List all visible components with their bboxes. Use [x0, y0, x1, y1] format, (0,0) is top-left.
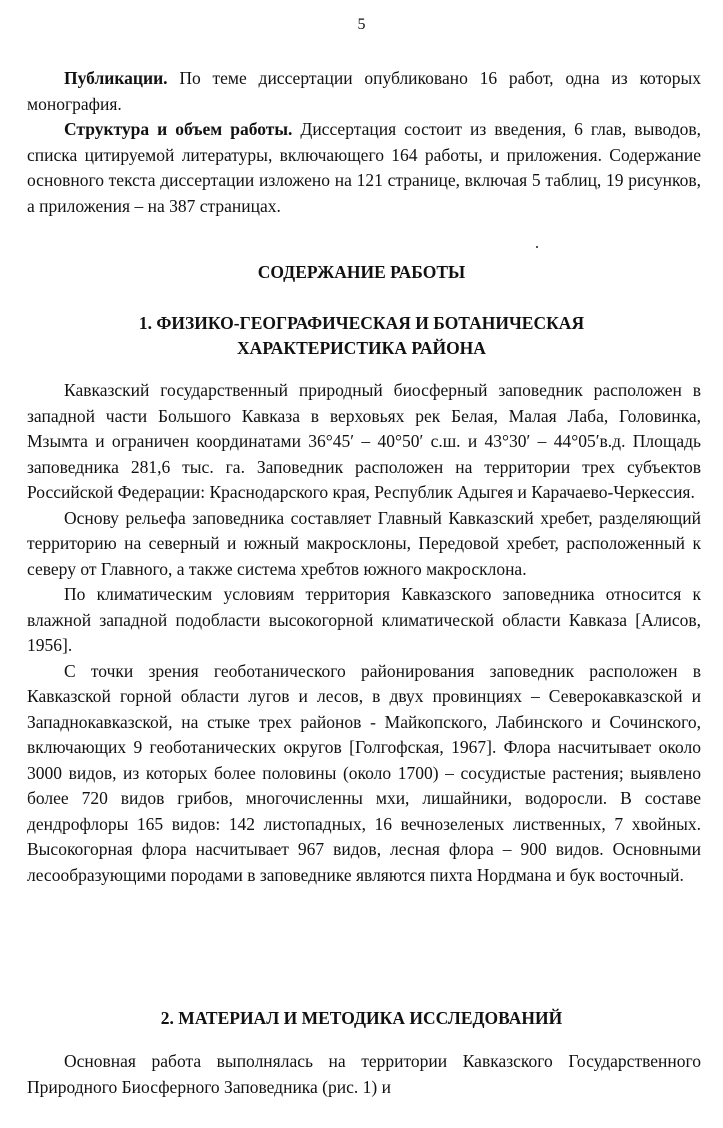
- intro-block: [27, 66, 701, 219]
- section1-title-line1: 1. ФИЗИКО-ГЕОГРАФИЧЕСКАЯ И БОТАНИЧЕСКАЯ: [138, 313, 585, 333]
- section2-paragraph: Основная работа выполнялась на территории Кавказского Государственного Природного Биосферного Заповедника (рис. 1) и: [27, 1051, 701, 1097]
- section2-title: 2. МАТЕРИАЛ И МЕТОДИКА ИССЛЕДОВАНИЙ: [160, 1008, 563, 1028]
- publications-text: По теме диссертации опубликовано 16 работ, одна из которых монография.: [27, 68, 701, 114]
- section2-body: [27, 1049, 701, 1100]
- structure-paragraph: [27, 117, 701, 219]
- section1-paragraph-flora: С точки зрения геоботанического районирования заповедник расположен в Кавказской горной области лугов и лесов, в двух провинциях – Северокавказской и Западнокавказской, на стыке трех районов - Майкопского, Лабинского и Сочинского, включающих 9 геоботанических округов [Голгофская, 1967]. Флора насчитывает около 3000 видов, из которых более половины (около 1700) – сосудистые растения; выявлено более 720 видов грибов, многочисленны мхи, лишайники, водоросли. В составе дендрофлоры 165 видов: 142 листопадных, 16 вечнозеленых лиственных, 7 хвойных. Высокогорная флора насчитывает 967 видов, лесная флора – 900 видов. Основными лесообразующими породами в заповеднике являются пихта Нордмана и бук восточный.: [27, 660, 701, 885]
- scan-speck: [536, 246, 538, 248]
- section1-paragraph-location: Кавказский государственный природный биосферный заповедник расположен в западной части Большого Кавказа в верховьях рек Белая, Малая Лаба, Головинка, Мзымта и ограничен координатами 36°45′ – 40°50′ с.ш. и 43°30′ – 44°05′в.д. Площадь заповедника 281,6 тыс. га. Заповедник расположен на территории трех субъектов Российской Федерации: Краснодарского края, Республик Адыгея и Карачаево-Черкессия.: [27, 380, 701, 502]
- section1-paragraph-climate: По климатическим условиям территория Кавказского заповедника относится к влажной западной подобласти высокогорной климатической области Кавказа [Алисов, 1956].: [27, 584, 701, 655]
- page-number: 5: [357, 16, 366, 33]
- structure-text: Диссертация состоит из введения, 6 глав, выводов, списка цитируемой литературы, включающего 164 работы, и приложения. Содержание основного текста диссертации изложено на 121 странице, включая 5 таблиц, 19 рисунков, а приложения – на 387 страницах.: [27, 119, 702, 216]
- publications-paragraph: [27, 66, 701, 117]
- section1-title-line2: ХАРАКТЕРИСТИКА РАЙОНА: [237, 338, 486, 358]
- content-heading: СОДЕРЖАНИЕ РАБОТЫ: [257, 262, 466, 282]
- publications-lead: Публикации.: [64, 68, 168, 88]
- section1-paragraph-relief: Основу рельефа заповедника составляет Главный Кавказский хребет, разделяющий территорию на северный и южный макросклоны, Передовой хребет, расположенный к северу от Главного, а также система хребтов южного макросклона.: [27, 507, 701, 579]
- section1-body: [27, 378, 701, 888]
- section1-title: [0, 311, 723, 361]
- structure-lead: Структура и объем работы.: [64, 119, 293, 139]
